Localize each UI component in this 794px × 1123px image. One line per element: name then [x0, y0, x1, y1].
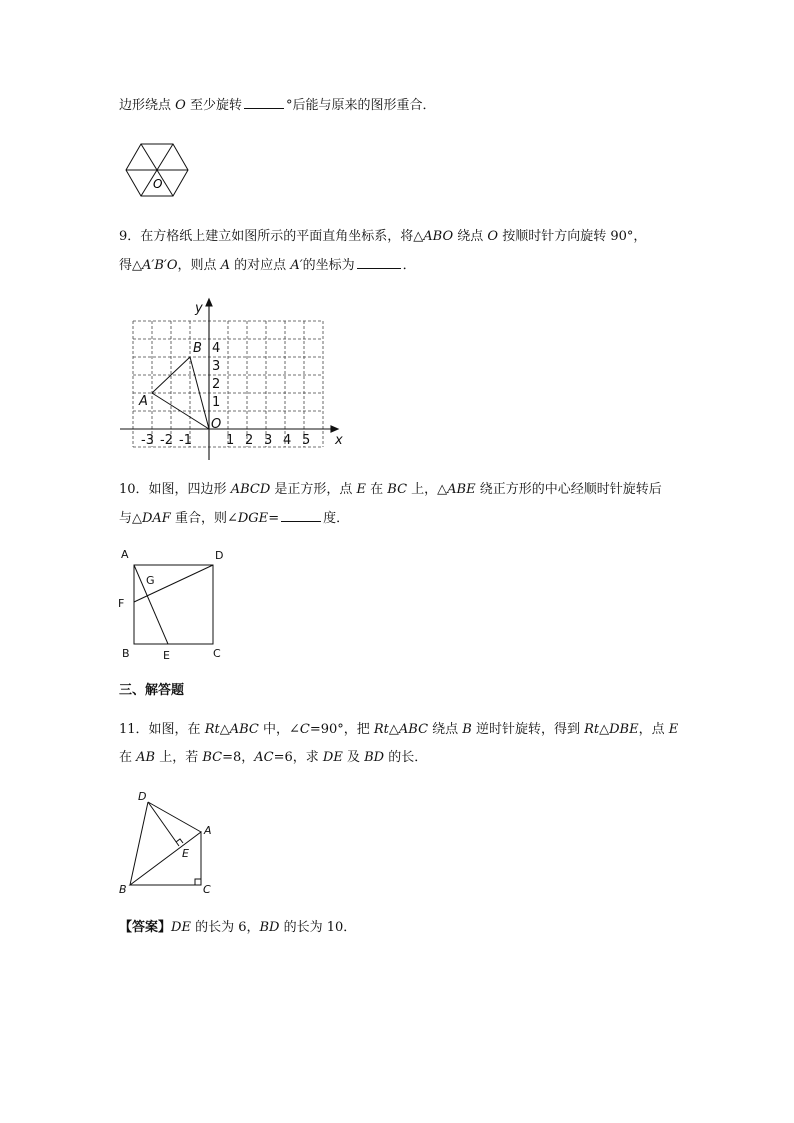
vertex-a-label: A [204, 824, 212, 837]
y-tick-3: 3 [212, 359, 221, 374]
segment-fd [134, 565, 213, 602]
y-axis-label: y [195, 301, 203, 316]
y-axis-arrow-icon [206, 299, 212, 306]
segment-ae [134, 565, 168, 644]
hexagon-center-label: O [153, 177, 163, 191]
q8-text: 边形绕点 O 至少旋转 °后能与原来的图形重合． [119, 98, 436, 113]
square-abcd [134, 565, 213, 644]
segment-bo [190, 357, 209, 429]
point-f-label: F [118, 597, 125, 610]
x-axis-label: x [335, 433, 343, 448]
segment-bd [130, 802, 148, 885]
vertex-d-label: D [215, 549, 224, 562]
dashed-grid [133, 321, 323, 447]
vertex-d-label: D [138, 790, 147, 803]
x-tick-1: 1 [226, 433, 235, 448]
segment-da [148, 802, 201, 832]
q9-line-2: 得△A′B′O，则点 A 的对应点 A′的坐标为 ． [119, 258, 416, 273]
point-e-label: E [182, 847, 189, 860]
y-tick-2: 2 [212, 377, 221, 392]
q8-answer-blank[interactable] [244, 96, 284, 109]
q11-line-1: 11．如图，在 Rt△ABC 中，∠C=90°，把 Rt△ABC 绕点 B 逆时针旋转，得到 Rt△DBE，点 E [119, 722, 679, 737]
x-tick-neg1: -1 [179, 433, 192, 448]
segment-ab [152, 357, 190, 393]
vertex-b-label: B [119, 883, 127, 896]
triangle-abc [130, 832, 201, 885]
hexagon-outline [126, 144, 188, 196]
point-g-label: G [146, 574, 155, 587]
right-angle-mark-c [195, 879, 201, 885]
x-tick-neg2: -2 [160, 433, 173, 448]
y-tick-4: 4 [212, 341, 221, 356]
point-b-label: B [193, 341, 202, 356]
segment-de [148, 802, 179, 846]
vertex-c-label: C [213, 647, 221, 660]
x-axis-arrow-icon [331, 426, 338, 432]
x-tick-4: 4 [283, 433, 292, 448]
hexagon-diagonal-2 [141, 144, 173, 196]
x-tick-3: 3 [264, 433, 273, 448]
hexagon-diagonal-3 [141, 144, 173, 196]
q10-line-1: 10．如图，四边形 ABCD 是正方形，点 E 在 BC 上，△ABE 绕正方形的中心经顺时针旋转后 [119, 482, 662, 497]
y-tick-1: 1 [212, 395, 221, 410]
q10-line-2: 与△DAF 重合，则∠DGE= 度． [119, 511, 350, 526]
point-a-label: A [139, 394, 148, 409]
x-tick-neg3: -3 [141, 433, 154, 448]
x-tick-5: 5 [302, 433, 311, 448]
x-tick-2: 2 [245, 433, 254, 448]
answer-line: 【答案】DE 的长为 6，BD 的长为 10． [119, 920, 357, 935]
q10-answer-blank[interactable] [281, 509, 321, 522]
q9-line-1: 9．在方格纸上建立如图所示的平面直角坐标系，将△ABO 绕点 O 按顺时针方向旋转 90°， [119, 229, 647, 244]
q9-answer-blank[interactable] [357, 256, 401, 269]
right-angle-mark-e [176, 839, 183, 843]
vertex-b-label: B [122, 647, 130, 660]
segment-ao [152, 393, 209, 429]
vertex-a-label: A [121, 548, 129, 561]
point-e-label: E [163, 649, 170, 662]
answer-tag: 【答案】 [119, 920, 172, 935]
vertex-c-label: C [203, 883, 211, 896]
origin-label: O [211, 417, 222, 432]
section-title: 三、解答题 [119, 683, 185, 698]
q11-line-2: 在 AB 上，若 BC=8，AC=6，求 DE 及 BD 的长． [119, 750, 428, 765]
